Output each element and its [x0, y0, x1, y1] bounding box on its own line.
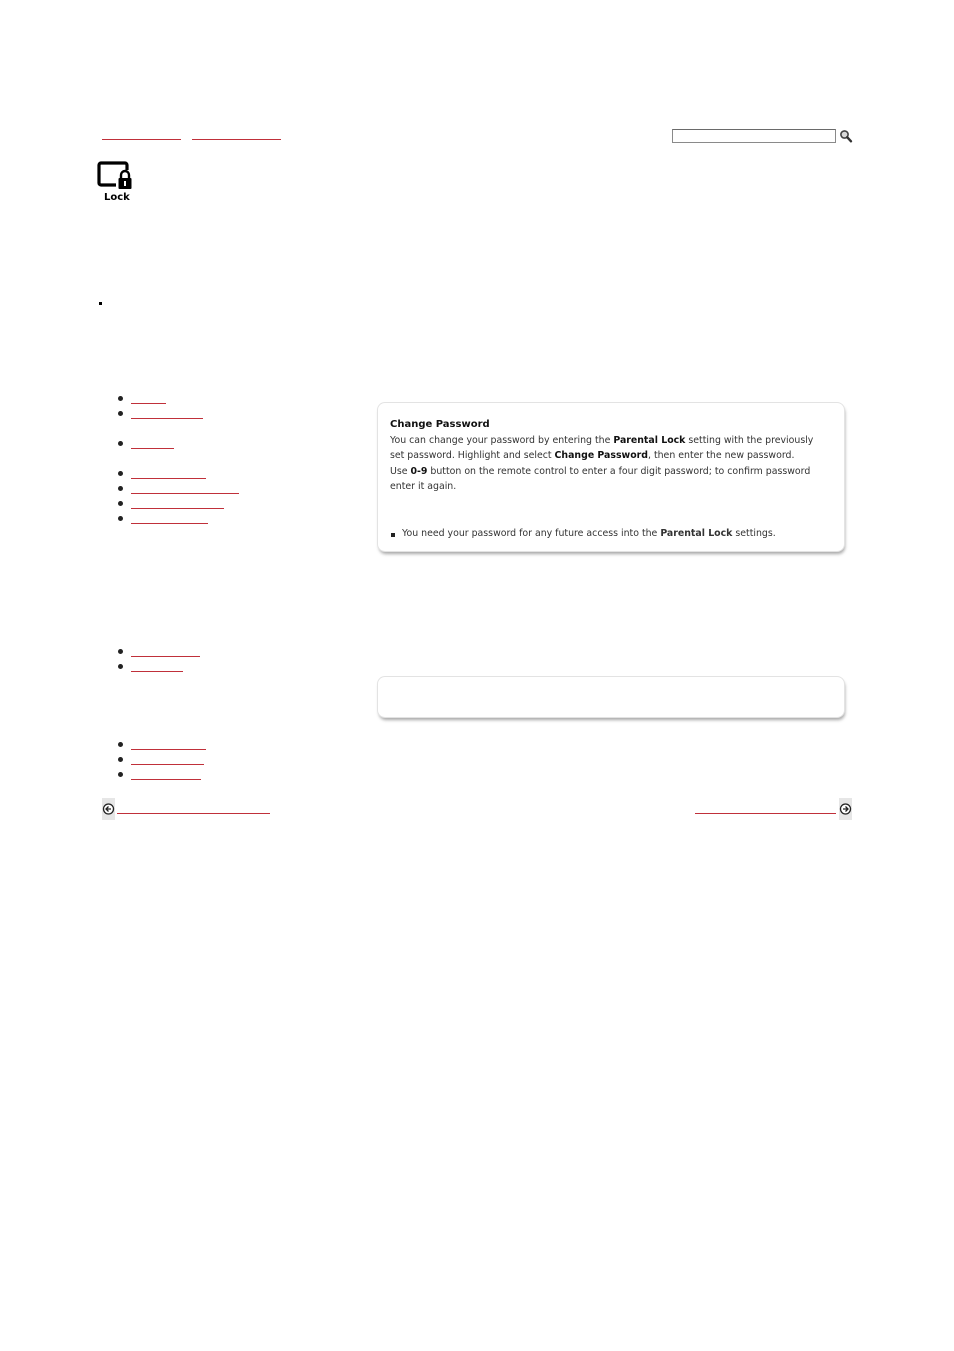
change-password-box — [378, 403, 844, 551]
note-bullet — [391, 533, 395, 537]
list-link[interactable] — [131, 764, 204, 765]
search-icon[interactable] — [839, 128, 853, 142]
empty-info-box — [378, 677, 844, 717]
list-link[interactable] — [131, 508, 224, 509]
list-link[interactable] — [131, 448, 174, 449]
list-bullet — [118, 501, 123, 506]
list-link[interactable] — [131, 478, 206, 479]
list-link[interactable] — [131, 403, 166, 404]
box-title: Change Password — [390, 419, 490, 430]
lock-label: Lock — [104, 192, 130, 203]
list-bullet — [118, 772, 123, 777]
list-link[interactable] — [131, 493, 239, 494]
search-input[interactable] — [672, 129, 836, 143]
list-bullet — [118, 471, 123, 476]
list-link[interactable] — [131, 418, 203, 419]
list-link[interactable] — [131, 779, 201, 780]
list-bullet — [118, 649, 123, 654]
list-bullet — [118, 411, 123, 416]
list-bullet — [118, 486, 123, 491]
list-link[interactable] — [131, 656, 200, 657]
square-bullet — [99, 302, 102, 305]
list-bullet — [118, 396, 123, 401]
previous-arrow-icon[interactable] — [102, 798, 115, 820]
note-text: You need your password for any future access into the Parental Lock settings. — [402, 528, 776, 539]
lock-icon — [97, 160, 135, 192]
previous-page-link[interactable] — [117, 813, 270, 814]
list-link[interactable] — [131, 671, 183, 672]
next-page-link[interactable] — [695, 813, 836, 814]
list-bullet — [118, 742, 123, 747]
list-bullet — [118, 664, 123, 669]
list-bullet — [118, 757, 123, 762]
next-arrow-icon[interactable] — [839, 798, 852, 820]
breadcrumb-link-2[interactable] — [192, 139, 281, 140]
list-link[interactable] — [131, 749, 206, 750]
list-bullet — [118, 441, 123, 446]
breadcrumb-link-1[interactable] — [102, 139, 181, 140]
list-link[interactable] — [131, 523, 208, 524]
box-paragraph: You can change your password by entering the Parental Lock setting with the previously set password. Highlight and select Change Password, then enter the new password. Use 0-9 button on the remote control to enter a four digit password; to confirm password enter it again. — [390, 435, 814, 492]
list-bullet — [118, 516, 123, 521]
